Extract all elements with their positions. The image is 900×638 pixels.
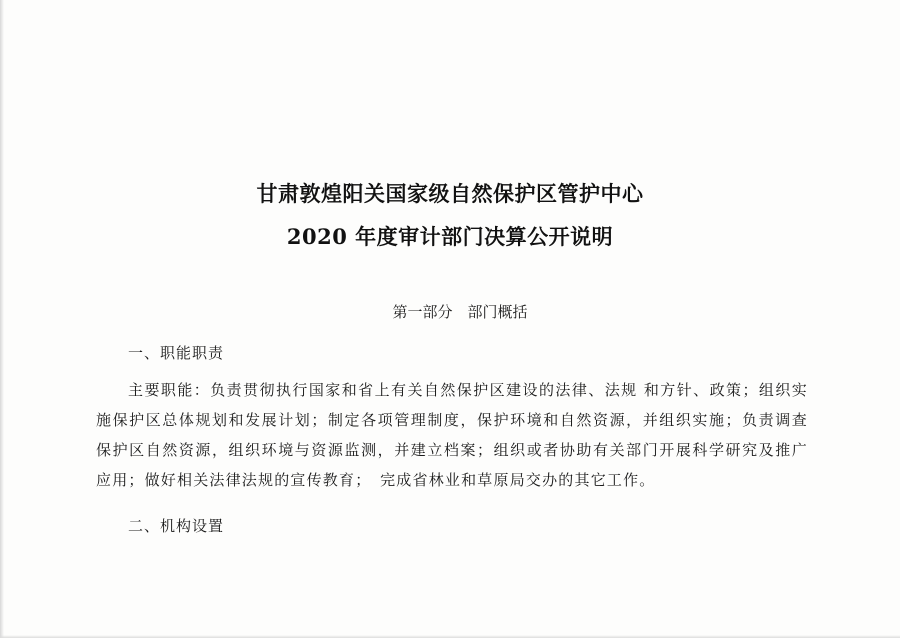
document-title-line-2: 2020 年度审计部门决算公开说明 xyxy=(286,224,614,249)
section-heading-duties: 一、职能职责 xyxy=(128,344,225,362)
document-title-line-1: 甘肃敦煌阳关国家级自然保护区管护中心 xyxy=(256,181,644,206)
section-heading-organization: 二、机构设置 xyxy=(128,517,225,535)
part-heading: 第一部分 部门概括 xyxy=(392,303,528,321)
duties-paragraph: 主要职能：负责贯彻执行国家和省上有关自然保护区建设的法律、法规 和方针、政策；组织实施保护区总体规划和发展计划；制定各项管理制度，保护环境和自然资源，并组织实施；负责调查保护区自然资源，组织环境与资源监测，并建立档案；组织或者协助有关部门开展科学研究及推广应用；做好相关法律法规的宣传教育； 完成省林业和草原局交办的其它工作。 xyxy=(96,381,808,489)
